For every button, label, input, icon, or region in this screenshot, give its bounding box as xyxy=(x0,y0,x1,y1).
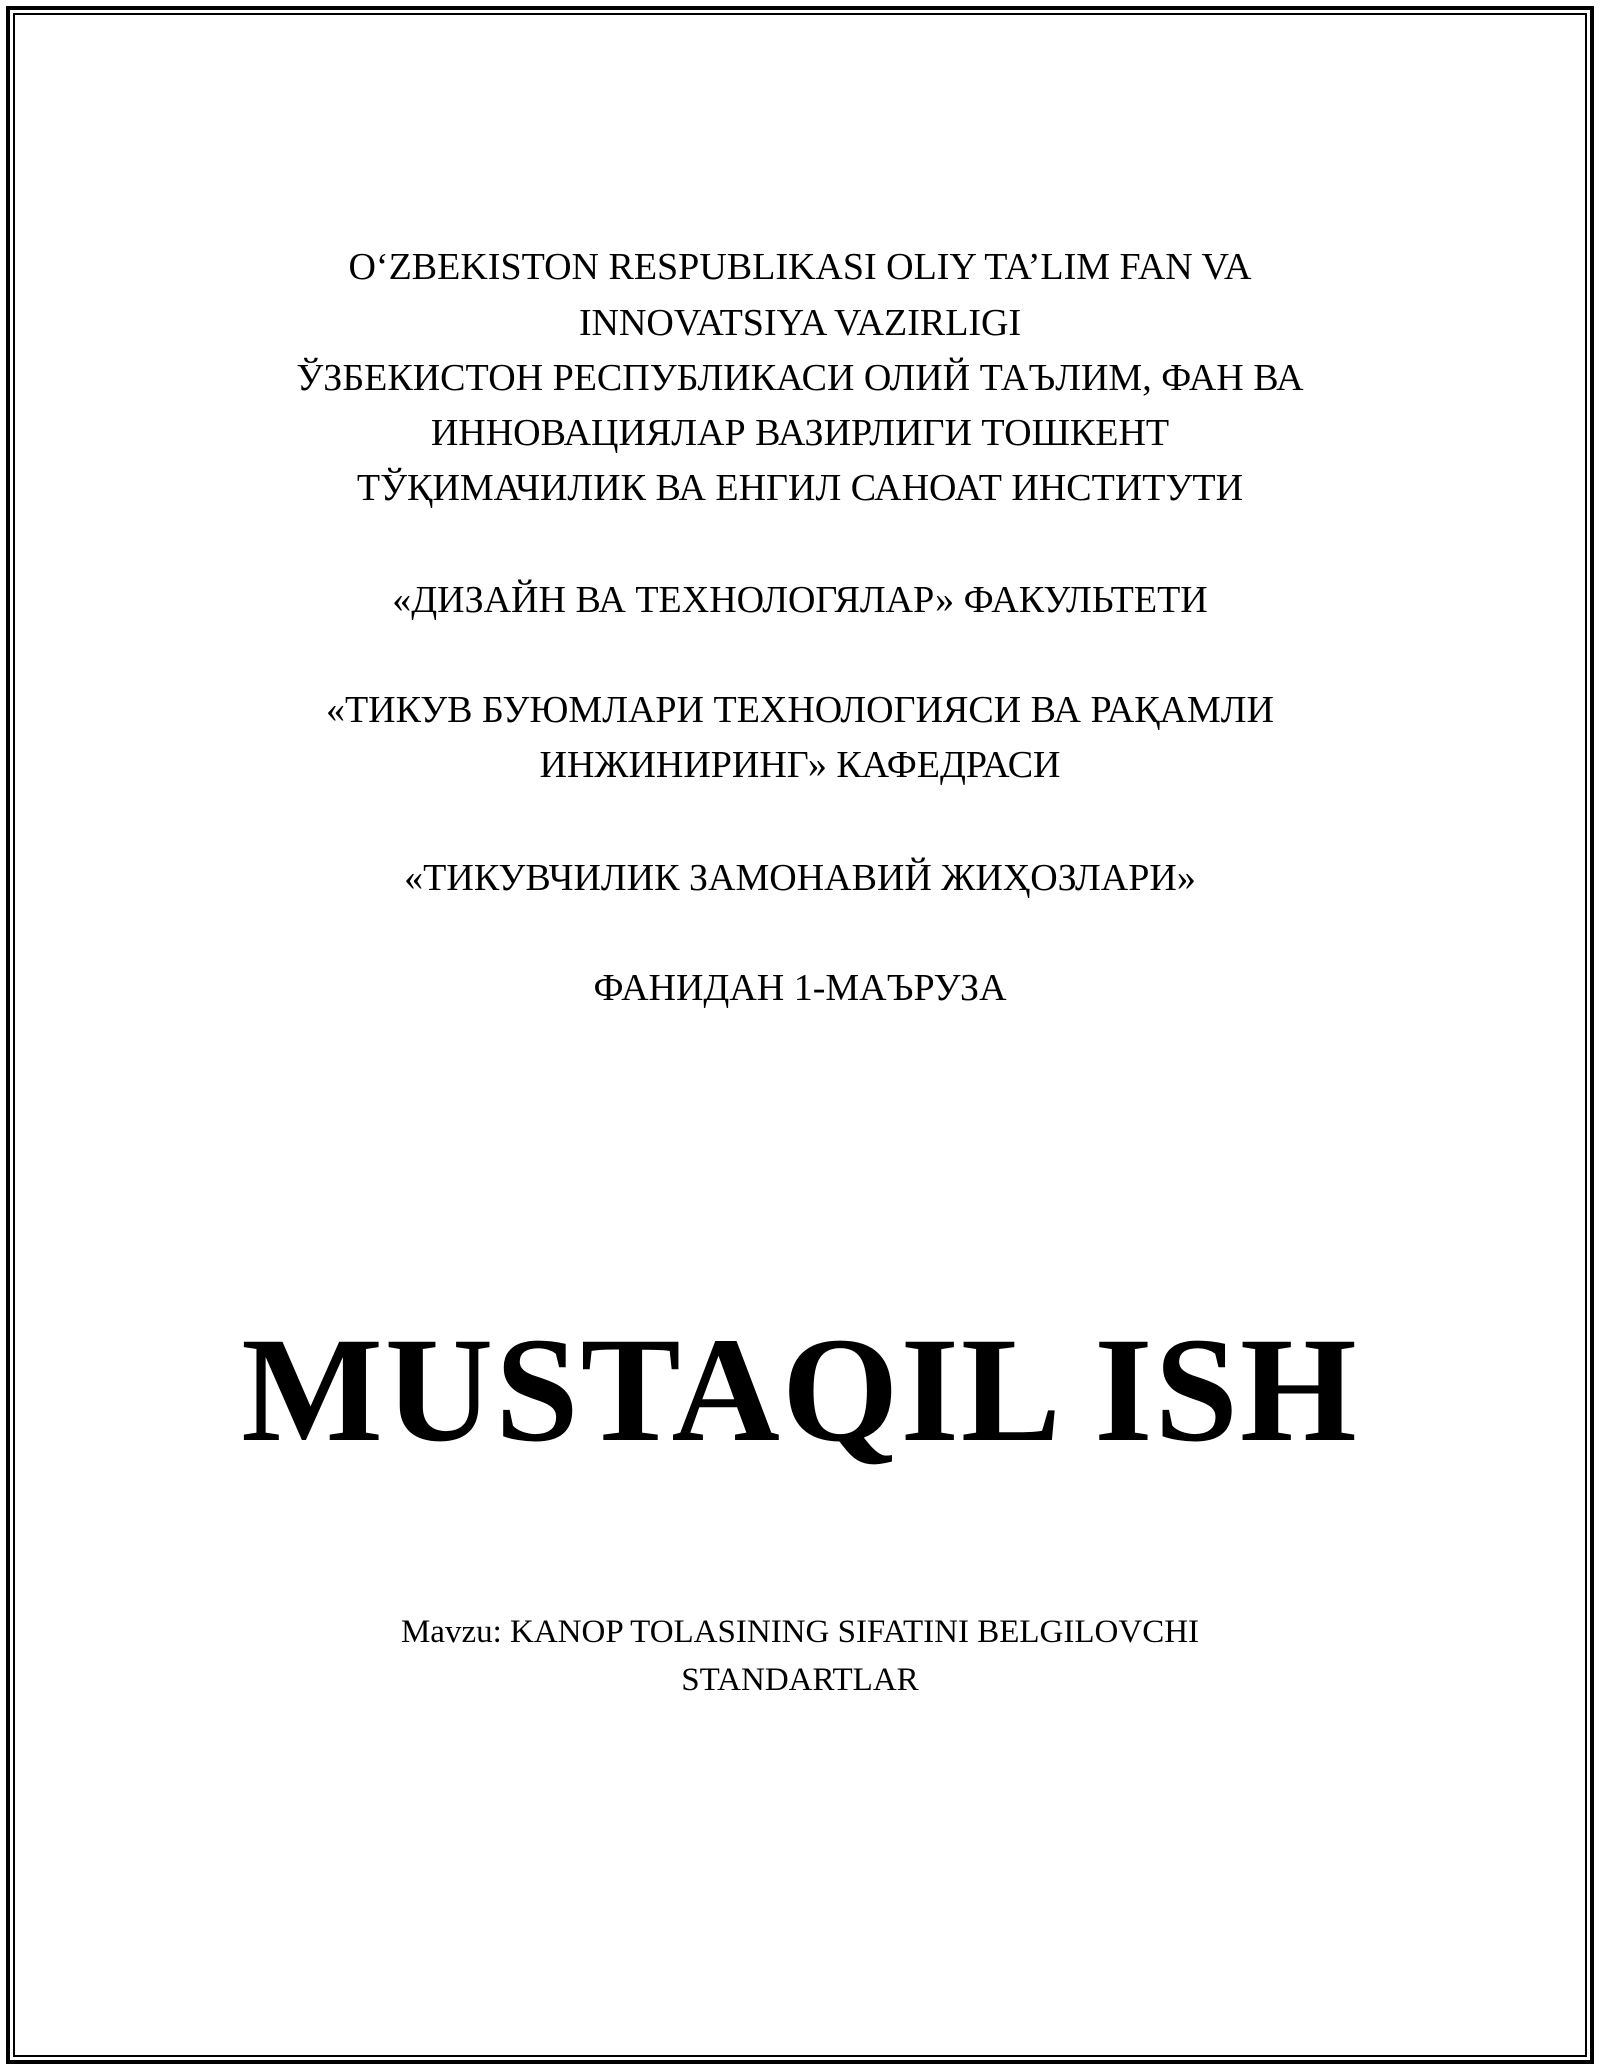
faculty-name: «ДИЗАЙН ВА ТЕХНОЛОГЯЛАР» ФАКУЛЬТЕТИ xyxy=(392,579,1208,621)
institute-name: ТЎҚИМАЧИЛИК ВА ЕНГИЛ САНОАТ ИНСТИТУТИ xyxy=(356,467,1244,509)
document-title: MUSTAQIL ISH xyxy=(241,1307,1359,1473)
lecture-label: ФАНИДАН 1-МАЪРУЗА xyxy=(593,967,1007,1009)
department-line-1: «ТИКУВ БУЮМЛАРИ ТЕХНОЛОГИЯСИ ВА РАҚАМЛИ xyxy=(325,689,1275,731)
department-line-2: ИНЖИНИРИНГ» КАФЕДРАСИ xyxy=(539,744,1061,786)
ministry-cyrillic-line-1: ЎЗБЕКИСТОН РЕСПУБЛИКАСИ ОЛИЙ ТАЪЛИМ, ФАН ВА xyxy=(296,357,1304,399)
topic-line-1: Mavzu: KANOP TOLASINING SIFATINI BELGILOVCHI xyxy=(400,1614,1200,1650)
ministry-latin-line-1: O‘ZBEKISTON RESPUBLIKASI OLIY TA’LIM FAN VA xyxy=(348,246,1252,288)
ministry-cyrillic-line-2: ИННОВАЦИЯЛАР ВАЗИРЛИГИ ТОШКЕНТ xyxy=(430,412,1170,454)
ministry-latin-line-2: INNOVATSIYA VAZIRLIGI xyxy=(578,302,1022,344)
subject-name: «ТИКУВЧИЛИК ЗАМОНАВИЙ ЖИҲОЗЛАРИ» xyxy=(404,857,1196,899)
topic-line-2: STANDARTLAR xyxy=(681,1662,919,1698)
